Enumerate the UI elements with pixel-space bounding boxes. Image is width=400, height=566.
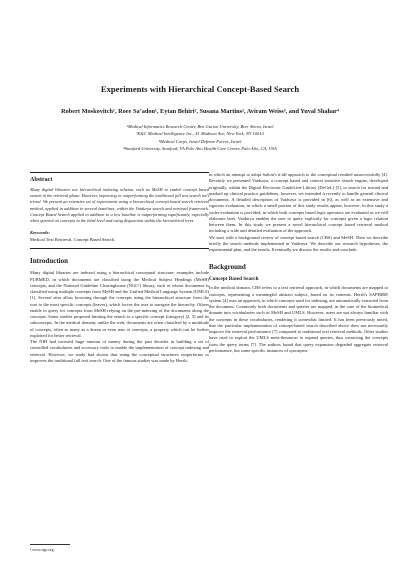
abstract-bottom-rule — [30, 248, 209, 249]
intro-outline-paragraph: We start with a background review of concept based search (CBS) and MeSH. Then we describe briefly the search methods implemented in Vaidurya. We describe our research hypotheses, the experimental plan, and the results. Eventually we discuss the results and conclude. — [209, 234, 388, 252]
introduction-paragraph-1: Many digital libraries are indexed using a hierarchical conceptual structure; examples include PUBMED, in which documents are classified using the Medical Subject Headings (MeSH) concepts, and the National Guideline Clearinghouse (NGC¹) library, each of whose documents is classified using multiple concepts from MeSH and the Unified Medical Language System (UMLS) [1]. Several sites allow browsing through the concepts using the hierarchical structure from the root to the most specific concepts (leaves), which forces the user to navigate the hierarchy. Others enable to query for concepts from MeSH relying on the pre-indexing of the documents along the concepts. Some studies proposed limiting the search to a specific concept (category) [2, 3] and its subconcepts. In the medical domain, unlike the web, documents are often classified by a multitude of concepts, often as many as a dozen or even tens of concepts, a property which can be further exploited for better retrieval. — [30, 270, 209, 338]
concept-based-search-heading: Concept Based Search — [209, 276, 259, 283]
background-heading: Background — [209, 263, 246, 272]
left-column — [30, 172, 209, 364]
abstract-text: Many digital libraries use hierarchical indexing schema, such as MeSH to enable concept based search in the retrieval phase. However, improving or outperforming the traditional full text search isn't trivial. We present an extensive set of experiments using a hierarchical concept based search retrieval method, applied in addition to several baselines, within the Vaidurya search and retrieval framework. Concept Based Search applied in addition to a low baseline is outperforming significantly, especially when queried on concepts in the third level and using disjunction within the hierarchical trees. — [30, 187, 209, 224]
keywords-text: Medical Text Retrieval, Concept Based Search. — [30, 237, 116, 243]
affiliation-4: ⁴Stanford University, Stanford, VA Palo Alto Health Care Center, Palo Alto, CA, USA — [123, 146, 277, 152]
paper-title: Experiments with Hierarchical Concept-Based Search — [100, 84, 300, 94]
footnote-rule — [30, 544, 70, 545]
abstract-top-rule — [30, 172, 209, 173]
author-list: Robert Moskovitch¹, Roee Sa’adon¹, Eytan Behiri¹, Susana Martins², Aviram Weiss³, and Yuval Shahar⁴ — [61, 108, 339, 115]
background-paragraph: In the medical domain, CBS refers to a text retrieval approach, in which documents are mapped to concepts, representing a meaningful abstract subject, based on its contents. Hersh's SAPHIRE system [4] uses an approach, in which concepts used for indexing, are automatically extracted from the document. Commonly both documents and queries are mapped, in the case of the biomedical domain into vocabularies such as MeSH and UMLS. However, users are not always familiar with the concepts in these vocabularies, rendering it somewhat limited. It has been previously noted, that the particular implementation of concept-based search described above does not necessarily improve the retrieval performance [7] compared to traditional text retrieval methods. Other studies have tried to exploit the UMLS meta-thesaurus to expand queries, thus extracting the concepts from the query terms [7]. The authors found that query expansion degraded aggregate retrieval performance, but some specific instances of synonyms — [209, 285, 388, 353]
affiliation-3: ³Medical Corps, Israel Defense Forces, Israel — [158, 138, 242, 144]
affiliations — [0, 123, 400, 153]
introduction-heading: Introduction — [30, 257, 68, 266]
intro-continued-paragraph: in which an attempt to adopt Salton's tf.idf approach to the conceptual resulted unsuccessfully [4]. Recently we presented Vaidurya, a concept based and context sensitive search engine, developed originally, within the Digital Electronic GuideLine Library (DeGeL) [5], to search for textual and marked up clinical practice guidelines, however, we extended it recently to handle general clinical documents. A detailed description of Vaidurya is provided in [6], as well as an extensive and rigorous evaluation, in which a small portion of this study results appear, however, in this study a wider evaluation is provided, in which both concepts based logic operators are evaluated as we will elaborate later. Vaidurya enables the user to query explicitly for concepts given a logic relation between them. In this study we present a novel hierarchical concept based retrieval method including a wide and detailed evaluation of the approach. — [209, 172, 388, 234]
abstract-heading: Abstract — [30, 177, 53, 183]
keywords-heading: Keywords: — [30, 230, 50, 236]
footnote: ¹ www.ngc.org — [30, 547, 54, 552]
affiliation-2: ²E&C Medical Intelligence Inc., 41 Madison Ave, New York, NY 10010 — [136, 131, 264, 137]
right-column — [209, 172, 388, 354]
affiliation-1: ¹Medical Informatics Research Center, Ben Gurion University, Beer Sheva, Israel — [126, 124, 274, 129]
introduction-paragraph-2: The NIH had invested huge amount of money during the past decades in building a set of controlled vocabularies and accessory tools to enable the implementation of concept indexing and retrieval. However, we study had shown that using the conceptual structures outperforms or improves the traditional full text search. One of the famous studies was made by Hersh, — [30, 339, 209, 363]
